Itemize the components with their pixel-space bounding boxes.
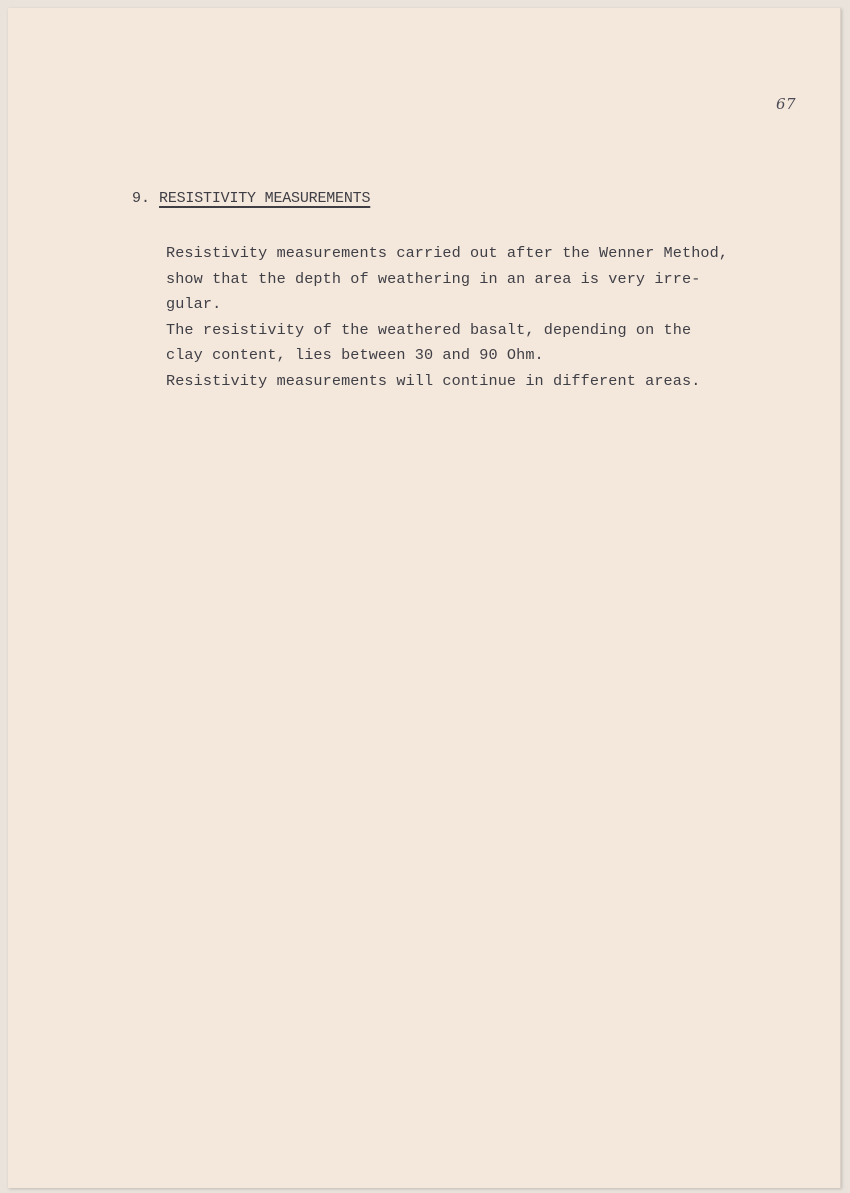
page-number: 67 — [776, 95, 797, 113]
body-line: clay content, lies between 30 and 90 Ohm. — [166, 346, 544, 365]
body-line: Resistivity measurements carried out after the Wenner Method, — [166, 244, 729, 262]
section-number: 9. — [132, 190, 151, 207]
body-line: gular. — [166, 295, 222, 314]
section-heading — [132, 190, 370, 207]
body-line: show that the depth of weathering in an area is very irre- — [166, 269, 701, 288]
body-line: Resistivity measurements will continue in different areas. — [166, 371, 701, 390]
section-title: RESISTIVITY MEASUREMENTS — [159, 190, 371, 207]
body-line: The resistivity of the weathered basalt, depending on the — [166, 320, 692, 339]
document-page — [8, 8, 841, 1188]
body-paragraph — [166, 241, 806, 395]
